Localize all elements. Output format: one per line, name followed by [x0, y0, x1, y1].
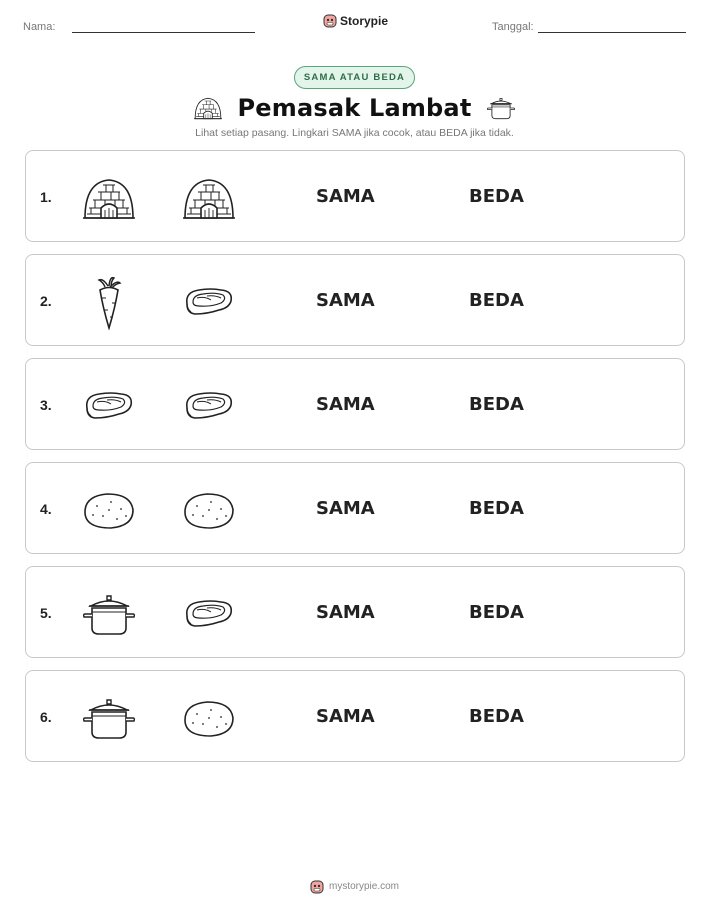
brand-name: Storypie — [340, 13, 389, 28]
different-option[interactable]: BEDA — [469, 498, 524, 519]
worksheet-badge: SAMA ATAU BEDA — [294, 66, 415, 89]
pair-number: 2. — [40, 293, 52, 309]
date-label: Tanggal: — [492, 21, 534, 33]
same-option[interactable]: SAMA — [316, 290, 375, 311]
same-option[interactable]: SAMA — [316, 706, 375, 727]
same-option[interactable]: SAMA — [316, 186, 375, 207]
potato-icon — [181, 690, 237, 746]
different-option[interactable]: BEDA — [469, 186, 524, 207]
steak-icon — [181, 274, 237, 330]
footer-url: mystorypie.com — [328, 881, 399, 892]
date-field-line[interactable] — [538, 32, 686, 33]
name-field-line[interactable] — [72, 32, 255, 33]
storypie-mascot-icon — [310, 879, 324, 894]
pair-row — [25, 462, 685, 554]
name-label: Nama: — [23, 21, 56, 33]
carrot-icon — [81, 274, 137, 330]
pair-row — [25, 150, 685, 242]
instructions-text: Lihat setiap pasang. Lingkari SAMA jika cocok, atau BEDA jika tidak. — [195, 127, 514, 139]
pair-number: 5. — [40, 605, 52, 621]
steak-icon — [181, 378, 237, 434]
pair-row — [25, 254, 685, 346]
different-option[interactable]: BEDA — [469, 394, 524, 415]
same-option[interactable]: SAMA — [316, 602, 375, 623]
pair-number: 1. — [40, 189, 52, 205]
steak-icon — [181, 586, 237, 642]
pair-row — [25, 566, 685, 658]
pot-icon — [486, 93, 516, 123]
different-option[interactable]: BEDA — [469, 290, 524, 311]
page-title: Pemasak Lambat — [237, 94, 472, 122]
potato-icon — [181, 482, 237, 538]
pot-icon — [81, 586, 137, 642]
different-option[interactable]: BEDA — [469, 706, 524, 727]
pair-number: 6. — [40, 709, 52, 725]
storypie-mascot-icon — [323, 13, 337, 28]
worksheet-header — [0, 0, 709, 40]
brand-logo — [323, 13, 388, 28]
igloo-icon — [181, 170, 237, 226]
igloo-icon — [81, 170, 137, 226]
same-option[interactable]: SAMA — [316, 498, 375, 519]
same-option[interactable]: SAMA — [316, 394, 375, 415]
potato-icon — [81, 482, 137, 538]
igloo-icon — [193, 93, 223, 123]
pair-row — [25, 358, 685, 450]
pair-number: 3. — [40, 397, 52, 413]
pair-number: 4. — [40, 501, 52, 517]
steak-icon — [81, 378, 137, 434]
title-row — [0, 90, 709, 126]
different-option[interactable]: BEDA — [469, 602, 524, 623]
footer — [0, 879, 709, 894]
pot-icon — [81, 690, 137, 746]
pair-row — [25, 670, 685, 762]
